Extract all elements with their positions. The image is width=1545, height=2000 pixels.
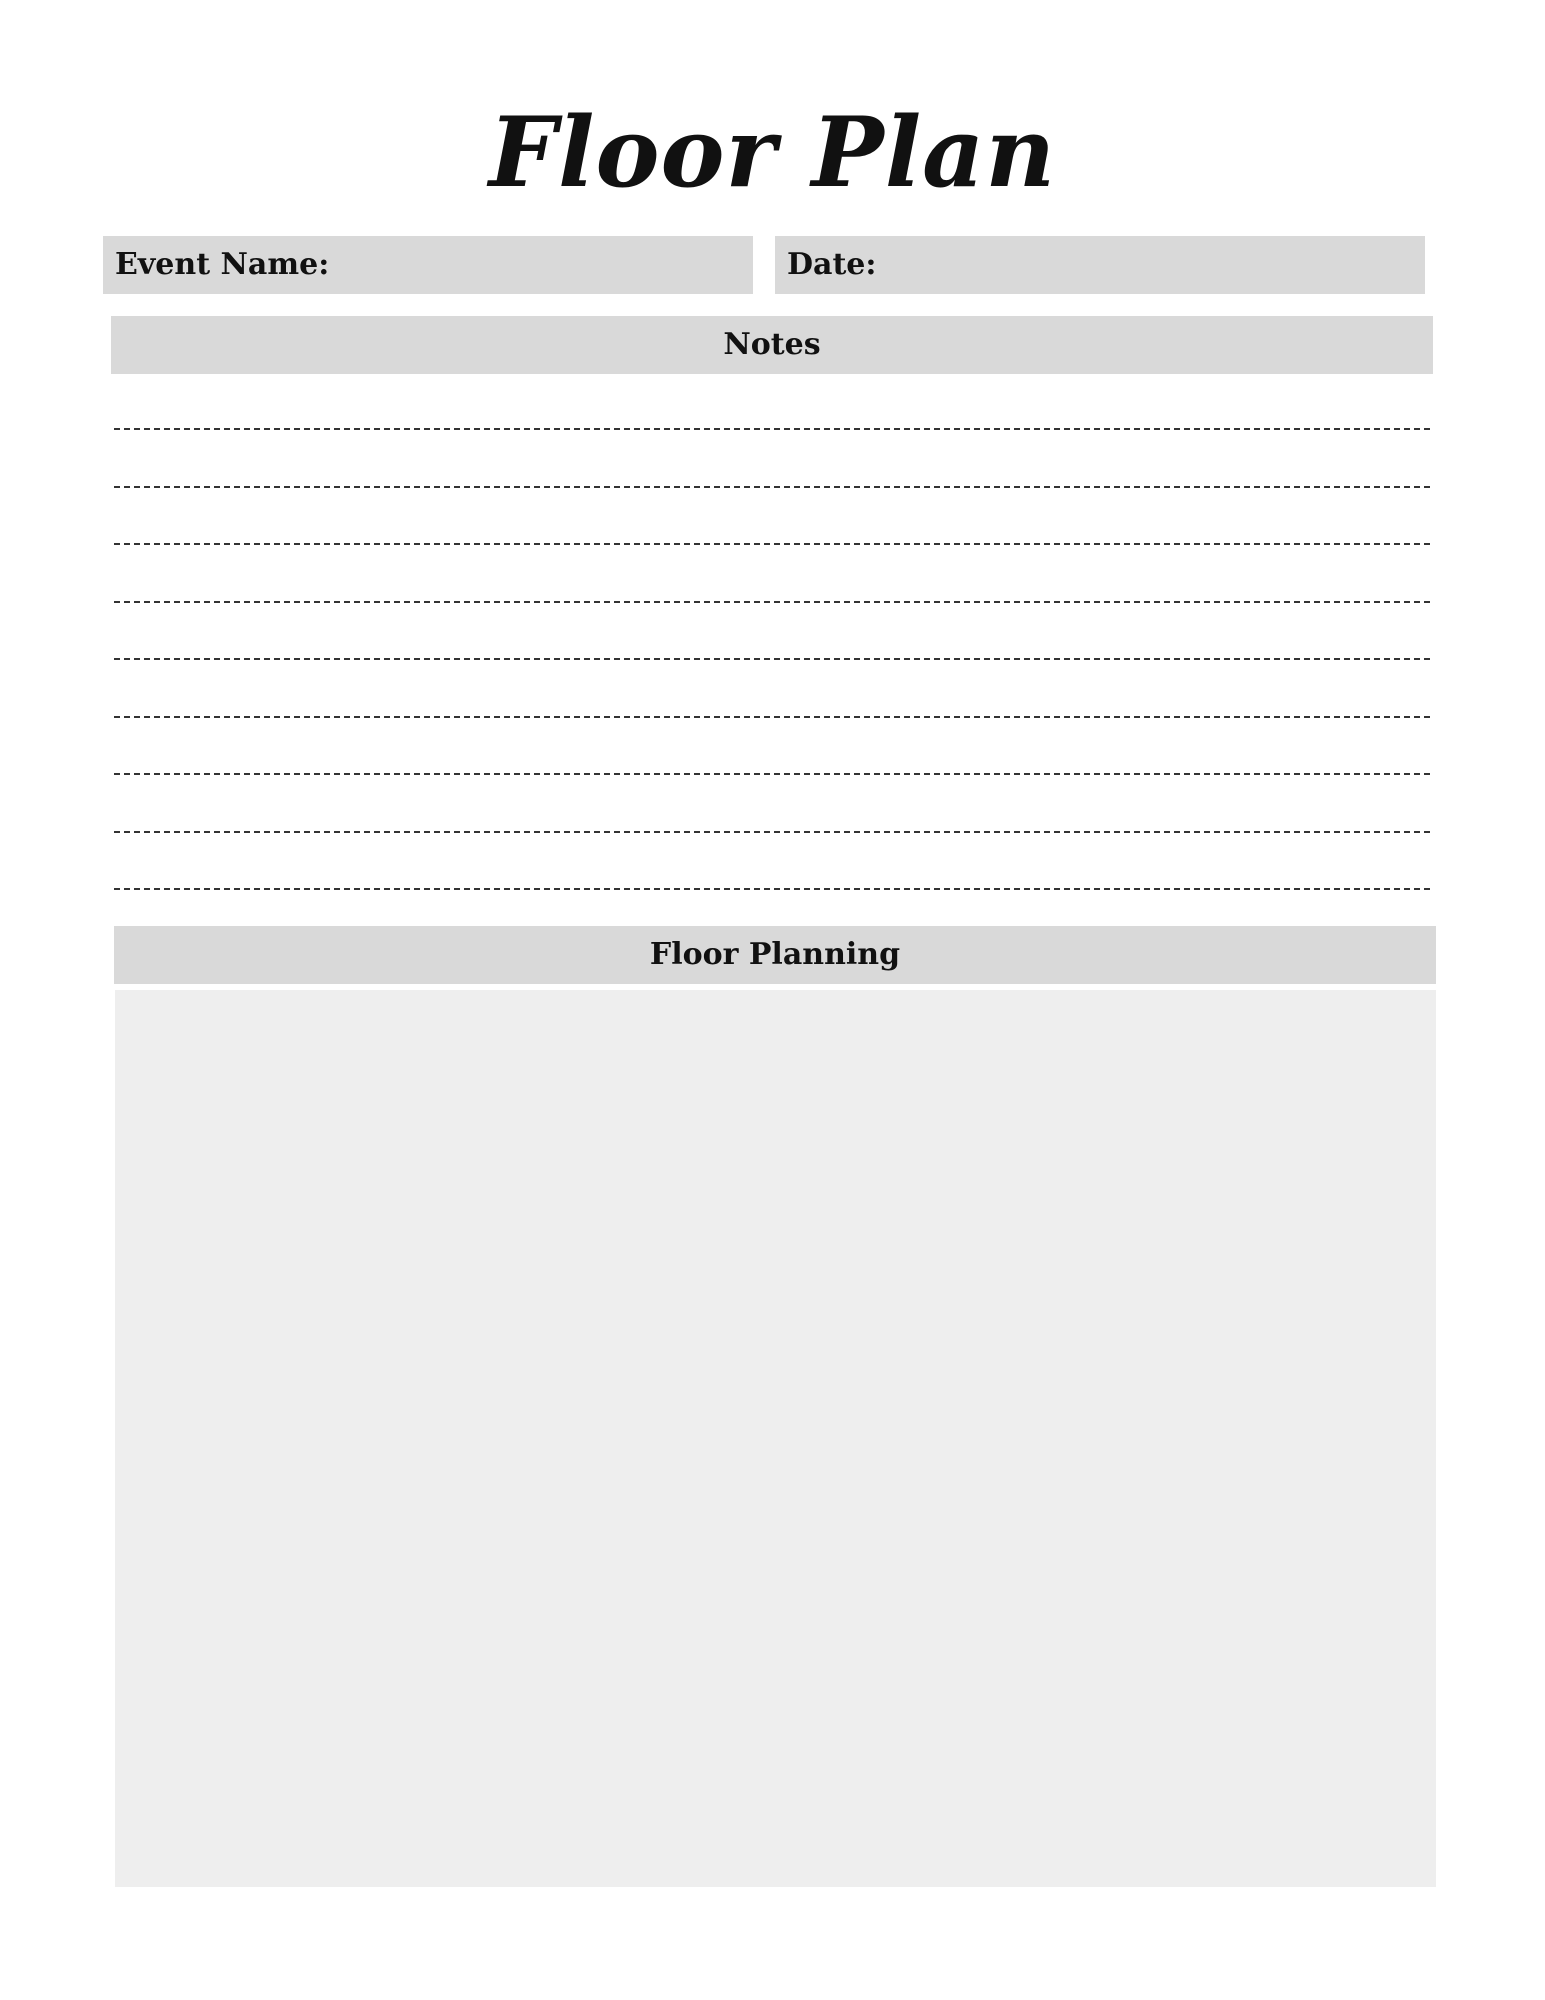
date-label: Date: — [787, 247, 877, 282]
note-line[interactable] — [114, 773, 1430, 775]
floor-planning-area[interactable] — [115, 990, 1436, 1887]
note-line[interactable] — [114, 658, 1430, 660]
note-line[interactable] — [114, 428, 1430, 430]
notes-lines[interactable] — [114, 428, 1430, 898]
note-line[interactable] — [114, 601, 1430, 603]
event-name-field[interactable] — [103, 236, 753, 294]
note-line[interactable] — [114, 716, 1430, 718]
note-line[interactable] — [114, 831, 1430, 833]
note-line[interactable] — [114, 888, 1430, 890]
floor-planning-header: Floor Planning — [114, 926, 1436, 984]
note-line[interactable] — [114, 486, 1430, 488]
note-line[interactable] — [114, 543, 1430, 545]
event-name-label: Event Name: — [115, 247, 330, 282]
page-title: Floor Plan — [488, 96, 1057, 209]
notes-header: Notes — [111, 316, 1433, 374]
date-field[interactable] — [775, 236, 1425, 294]
